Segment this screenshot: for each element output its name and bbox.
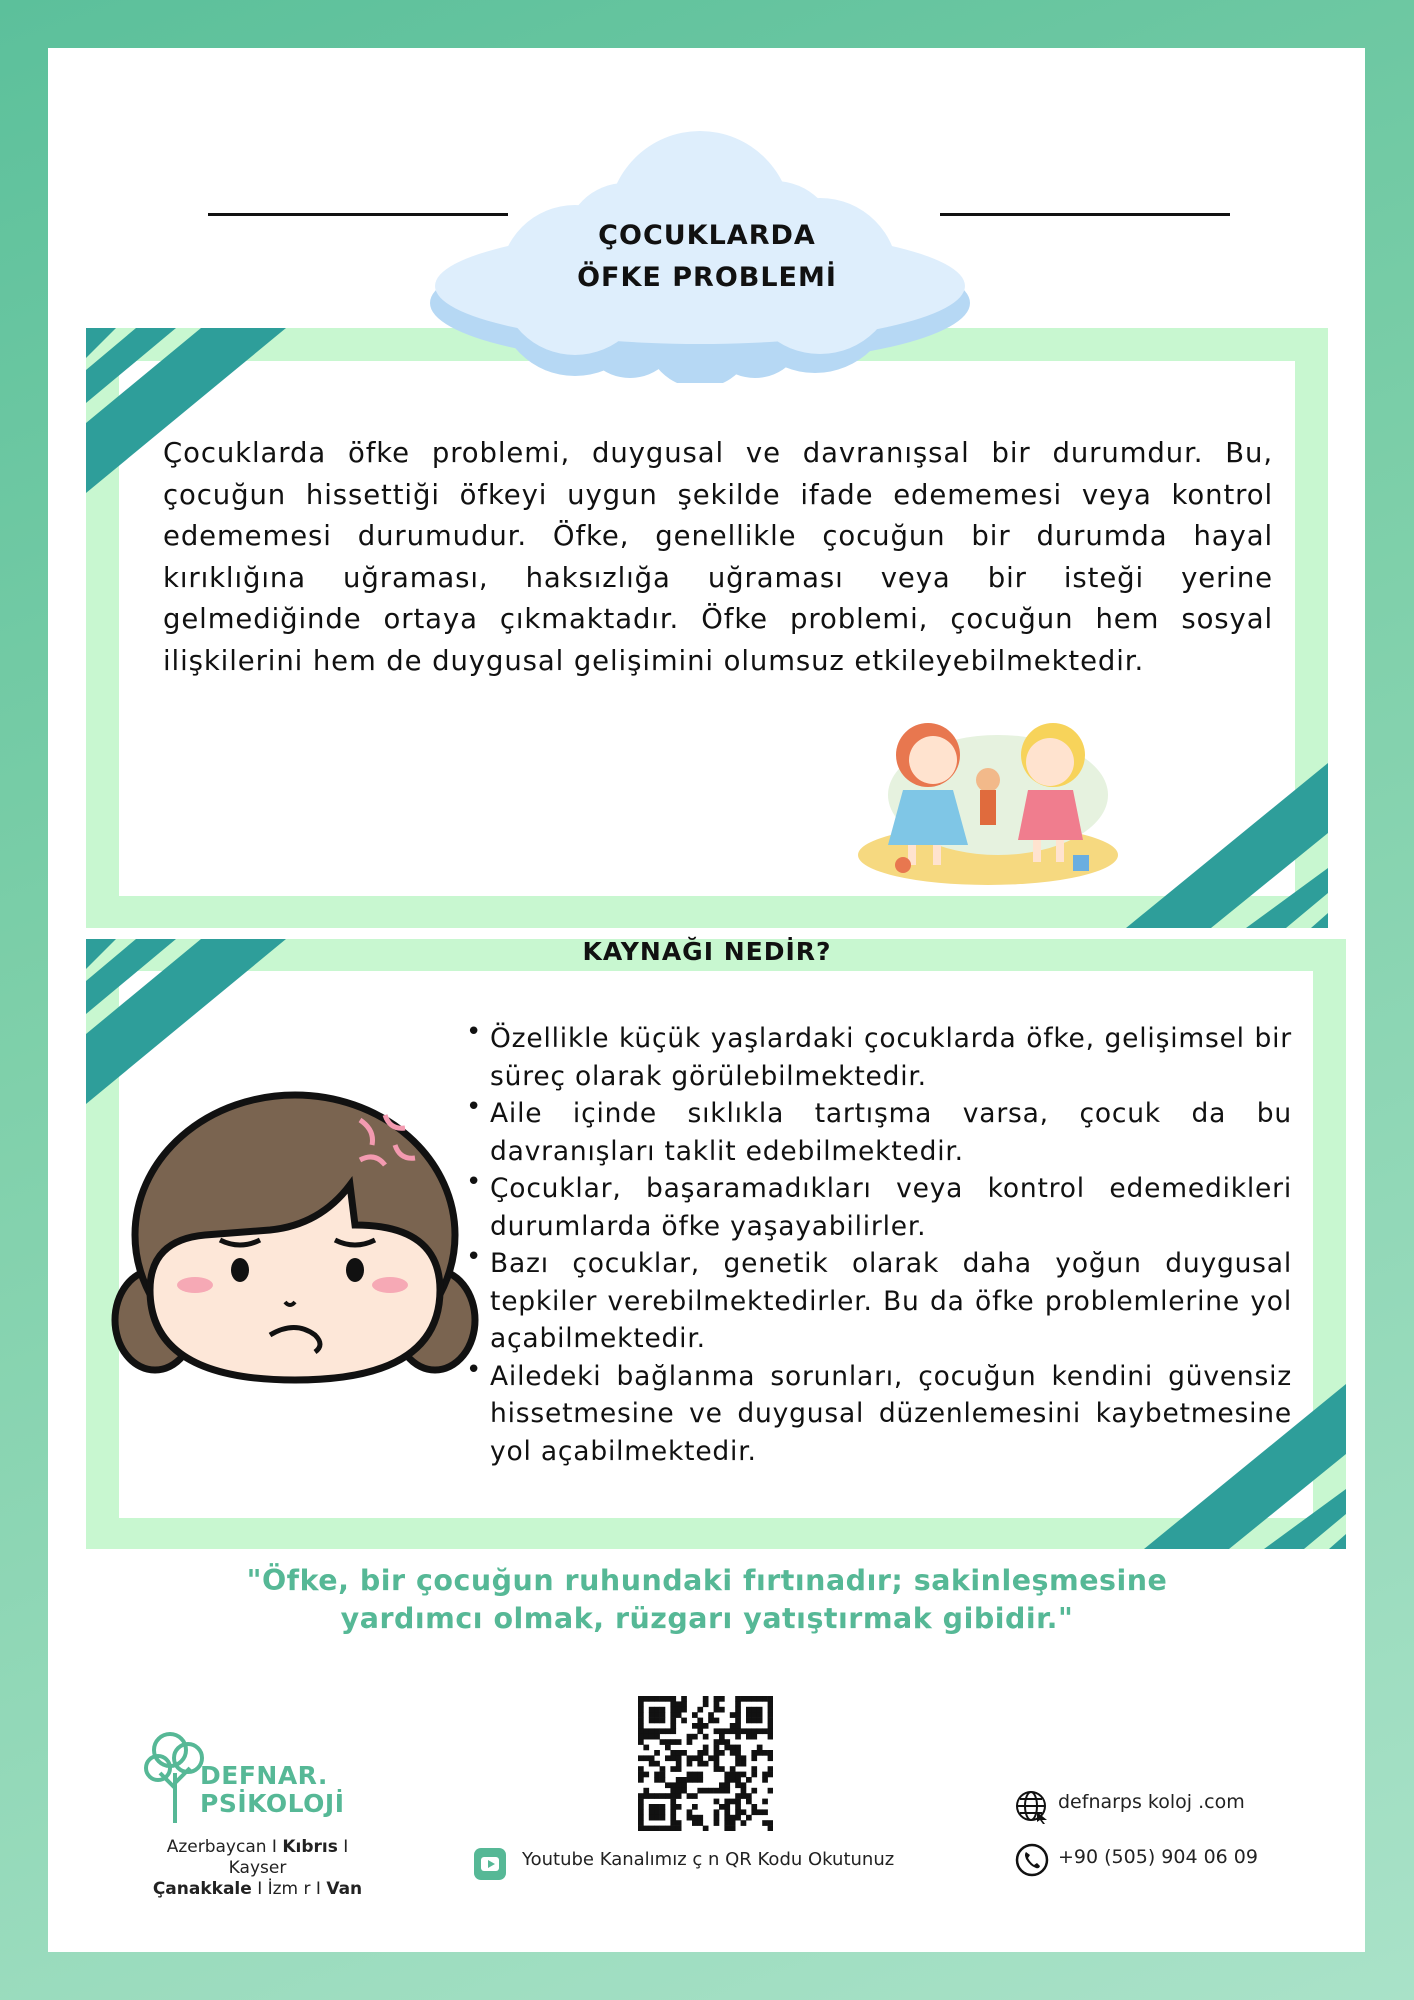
- phone-number[interactable]: +90 (505) 904 06 09: [1058, 1846, 1258, 1868]
- angry-girl-illustration: [110, 1090, 480, 1395]
- youtube-icon[interactable]: [474, 1848, 506, 1880]
- location-segment: I: [251, 1879, 268, 1899]
- youtube-text: Youtube Kanalımız ç n QR Kodu Okutunuz: [522, 1849, 895, 1870]
- location-segment: Azerbaycan: [166, 1837, 267, 1857]
- globe-icon: [1015, 1790, 1049, 1824]
- locations: [140, 1837, 375, 1900]
- location-segment: I: [337, 1837, 349, 1857]
- locations-line2: [140, 1879, 375, 1900]
- list-item: • Bazı çocuklar, genetik olarak daha yoğun duygusal tepkiler verebilmektedirler. Bu da öfke problemlerine yol açabilmektedir.: [466, 1242, 1292, 1354]
- location-segment: I: [310, 1879, 327, 1899]
- location-segment: Van: [326, 1879, 363, 1899]
- location-segment: İzm r: [267, 1879, 311, 1899]
- location-segment: Kıbrıs: [282, 1837, 338, 1857]
- logo-line1: DEFNAR.: [200, 1761, 328, 1790]
- logo-name: [200, 1762, 345, 1818]
- cause-list: [466, 1017, 1292, 1470]
- stripe-decoration: [1126, 763, 1328, 928]
- quote-line2: yardımcı olmak, rüzgarı yatıştırmak gibidir.": [340, 1602, 1074, 1635]
- title-line2: ÖFKE PROBLEMİ: [577, 262, 837, 293]
- quote: [0, 1562, 1414, 1638]
- quote-line1: "Öfke, bir çocuğun ruhundaki fırtınadır; sakinleşmesine: [246, 1564, 1168, 1597]
- locations-line1: [140, 1837, 375, 1879]
- phone-icon: [1015, 1843, 1049, 1877]
- fighting-children-illustration: [858, 705, 1128, 890]
- section-title: KAYNAĞI NEDİR?: [582, 937, 832, 966]
- page-title: [0, 215, 1414, 299]
- title-line1: ÇOCUKLARDA: [598, 220, 816, 251]
- location-segment: Kayser: [228, 1858, 287, 1878]
- qr-code[interactable]: [638, 1696, 773, 1831]
- location-segment: Çanakkale: [152, 1879, 252, 1899]
- list-item: • Ailedeki bağlanma sorunları, çocuğun kendini güvensiz hissetmesine ve duygusal düzenlemesini kaybetmesine yol açabilmektedir.: [466, 1354, 1292, 1467]
- list-item: • Özellikle küçük yaşlardaki çocuklarda öfke, gelişimsel bir süreç olarak görülebilmektedir.: [466, 1017, 1292, 1092]
- location-segment: I: [266, 1837, 283, 1857]
- list-item: • Çocuklar, başaramadıkları veya kontrol edemedikleri durumlarda öfke yaşayabilirler.: [466, 1167, 1292, 1242]
- list-item: • Aile içinde sıklıkla tartışma varsa, çocuk da bu davranışları taklit edebilmektedir.: [466, 1092, 1292, 1167]
- intro-paragraph: Çocuklarda öfke problemi, duygusal ve davranışsal bir durumdur. Bu, çocuğun hissettiği öfkeyi uygun şekilde ifade edememesi veya kontrol edememesi durumudur. Öfke, genellikle çocuğun bir durumda hayal kırıklığına uğraması, haksızlığa uğraması veya bir isteği yerine gelmediğinde ortaya çıkmaktadır. Öfke problemi, çocuğun hem sosyal ilişkilerini hem de duygusal gelişimini olumsuz etkileyebilmektedir.: [163, 437, 1273, 677]
- website-link[interactable]: defnarps koloj .com: [1058, 1791, 1245, 1813]
- logo-line2: PSİKOLOJİ: [200, 1789, 345, 1818]
